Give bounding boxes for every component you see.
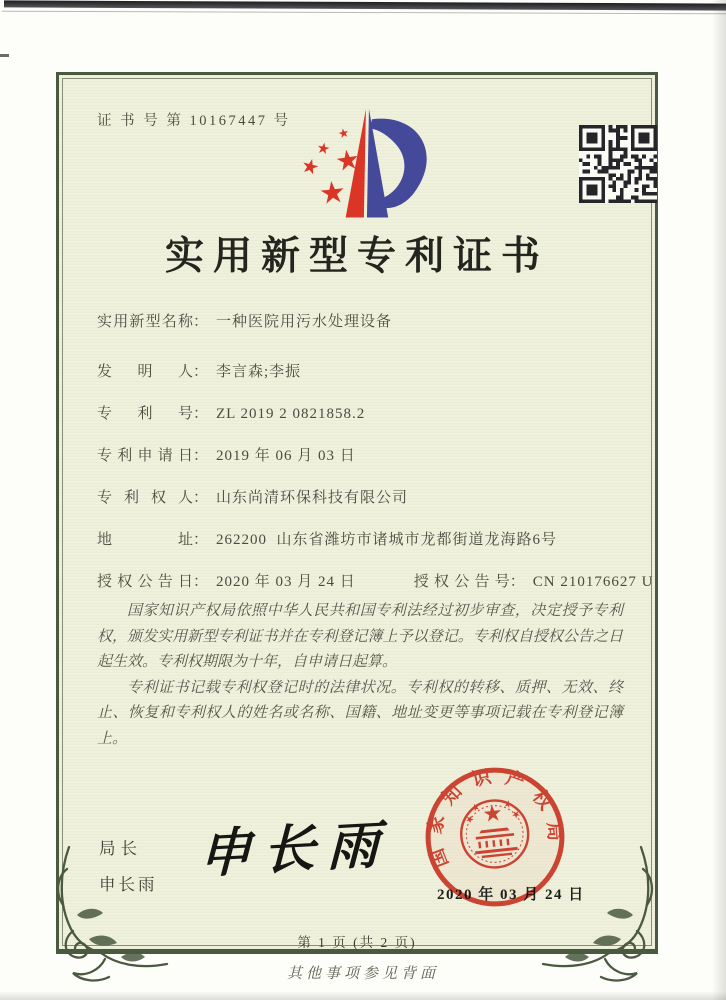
seal-ring-text: 国家知识产权局 xyxy=(424,766,566,871)
field-grant-number xyxy=(414,571,654,593)
scan-edge-artifact xyxy=(4,0,726,10)
field-label: 专利号 xyxy=(97,406,193,422)
field-colon: ： xyxy=(193,364,209,380)
field-colon: ： xyxy=(193,448,209,464)
field-label: 发明人 xyxy=(97,364,193,380)
page-indicator: 第 1 页 (共 2 页) xyxy=(297,935,417,950)
scan-shadow-bottom xyxy=(0,991,726,1000)
scan-shadow-right xyxy=(712,0,726,1000)
field-label: 授权公告号 xyxy=(413,574,510,590)
issue-date: 2020 年 03 月 24 日 xyxy=(437,887,585,903)
commissioner-signature: 申长雨 xyxy=(198,816,392,885)
qr-code-svg xyxy=(579,125,657,203)
field-value: 一种医院用污水处理设备 xyxy=(216,314,393,330)
qr-code-icon xyxy=(579,125,657,203)
field-value: 2020 年 03 月 24 日 xyxy=(216,574,356,590)
cnipa-logo-svg xyxy=(295,103,447,220)
field-label: 专利申请日 xyxy=(97,448,193,464)
scan-edge-artifact-thin xyxy=(2,11,726,15)
field-colon: ： xyxy=(193,314,209,330)
certificate-title: 实用新型专利证书 xyxy=(164,235,549,278)
field-grant-date xyxy=(97,571,356,593)
legal-paragraph-2: 专利证书记载专利权登记时的法律状况。专利权的转移、质押、无效、终止、恢复和专利权人的姓名或名称、国籍、地址变更等事项记载在专利登记簿上。 xyxy=(97,679,623,747)
certificate-number: 证 书 号 第 10167447 号 xyxy=(97,113,291,129)
legal-paragraph-1: 国家知识产权局依照中华人民共和国专利法经过初步审查，决定授予专利权，颁发实用新型专利证书并在专利登记簿上予以登记。专利权自授权公告之日起生效。专利权期限为十年，自申请日起算。 xyxy=(97,603,623,670)
field-colon: ： xyxy=(193,406,209,422)
field-utility-model-name xyxy=(97,311,621,333)
field-label: 授权公告日 xyxy=(97,574,193,590)
field-value: 李言森;李振 xyxy=(216,364,302,380)
field-address xyxy=(97,529,621,551)
legal-text xyxy=(97,599,623,752)
field-application-date xyxy=(97,445,621,467)
certificate-fields xyxy=(97,311,654,613)
commissioner-title: 局长 xyxy=(99,839,142,858)
field-value: 262200 山东省潍坊市诸城市龙都街道龙海路6号 xyxy=(216,532,558,548)
field-value: 山东尚清环保科技有限公司 xyxy=(216,490,409,506)
field-patentee xyxy=(97,487,621,509)
field-colon: ： xyxy=(193,574,209,590)
patent-certificate xyxy=(56,72,658,954)
field-label: 实用新型名称 xyxy=(97,314,193,330)
field-colon: ： xyxy=(509,574,525,590)
field-inventors xyxy=(97,361,621,383)
field-colon: ： xyxy=(193,532,209,548)
back-side-note: 其他事项参见背面 xyxy=(286,966,439,982)
field-label: 地址 xyxy=(97,532,193,548)
scan-edge-tick xyxy=(0,54,9,57)
field-value: CN 210176627 U xyxy=(532,574,654,590)
field-colon: ： xyxy=(193,490,209,506)
commissioner-name: 申长雨 xyxy=(99,875,158,894)
field-label: 专利权人 xyxy=(97,490,193,506)
field-patent-number xyxy=(97,403,621,425)
cnipa-logo-icon xyxy=(295,103,447,217)
field-grant-row xyxy=(97,571,654,593)
field-value: ZL 2019 2 0821858.2 xyxy=(216,406,366,422)
field-value: 2019 年 06 月 03 日 xyxy=(216,448,356,464)
